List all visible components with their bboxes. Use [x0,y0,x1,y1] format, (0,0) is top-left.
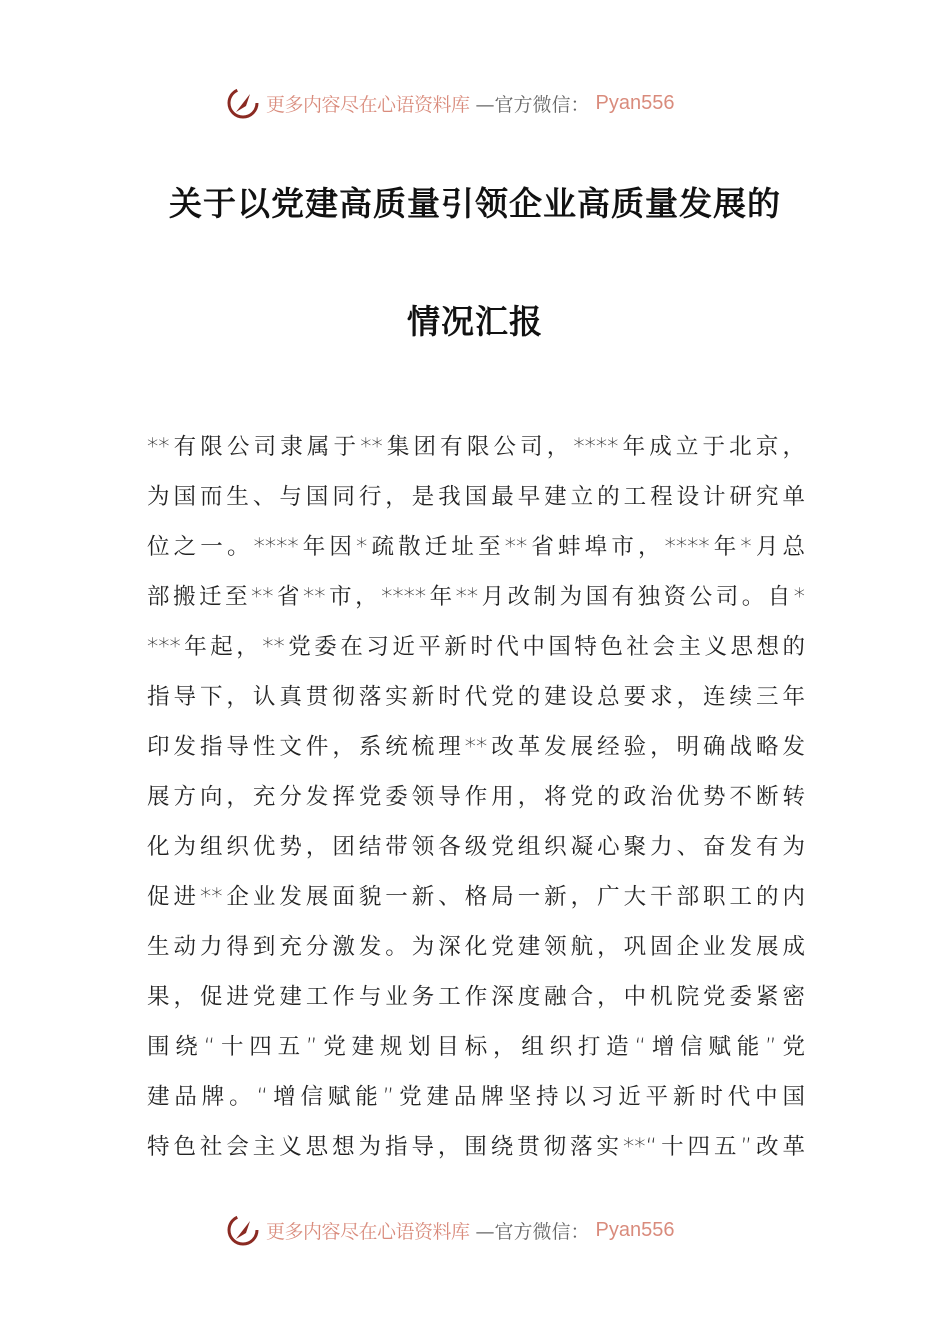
watermark-site: 更多内容尽在心语资料库 [266,93,470,116]
doc-title-line2: 情况汇报 [407,302,543,341]
body-line: ***年起，**党委在习近平新时代中国特色社会主义思想的 [147,634,805,660]
body-line: 促进**企业发展面貌一新、格局一新，广大干部职工的内 [147,884,805,910]
body-line: 展方向，充分发挥党委领导作用，将党的政治优势不断转 [147,784,805,810]
watermark-sep: —官方微信： [475,1220,590,1243]
body-line: 部搬迁至**省**市，****年**月改制为国有独资公司。自* [147,584,805,610]
watermark-sep: —官方微信： [475,93,590,116]
body-line: 果，促进党建工作与业务工作深度融合，中机院党委紧密 [147,984,805,1010]
watermark-wechat: Pyan556 [595,1218,675,1241]
body-line: **有限公司隶属于**集团有限公司，****年成立于北京， [147,434,805,460]
watermark-wechat: Pyan556 [595,91,675,114]
quill-logo-icon [226,86,260,120]
body-line: 指导下，认真贯彻落实新时代党的建设总要求，连续三年 [147,684,805,710]
body-line: 特色社会主义思想为指导，围绕贯彻落实**“十四五”改革 [147,1134,805,1160]
quill-logo-icon [226,1213,260,1247]
header-watermark [226,83,716,123]
doc-title-line1: 关于以党建高质量引领企业高质量发展的 [169,184,781,223]
body-line: 位之一。****年因*疏散迁址至**省蚌埠市，****年*月总 [147,534,805,560]
body-line: 围绕“十四五”党建规划目标，组织打造“增信赋能”党 [147,1034,805,1060]
body-line: 为国而生、与国同行，是我国最早建立的工程设计研究单 [147,484,805,510]
body-line: 印发指导性文件，系统梳理**改革发展经验，明确战略发 [147,734,805,760]
body-line: 生动力得到充分激发。为深化党建领航，巩固企业发展成 [147,934,805,960]
watermark-site: 更多内容尽在心语资料库 [266,1220,470,1243]
body-line: 建品牌。“增信赋能”党建品牌坚持以习近平新时代中国 [147,1084,805,1110]
body-line: 化为组织优势，团结带领各级党组织凝心聚力、奋发有为 [147,834,805,860]
footer-watermark [226,1210,716,1250]
